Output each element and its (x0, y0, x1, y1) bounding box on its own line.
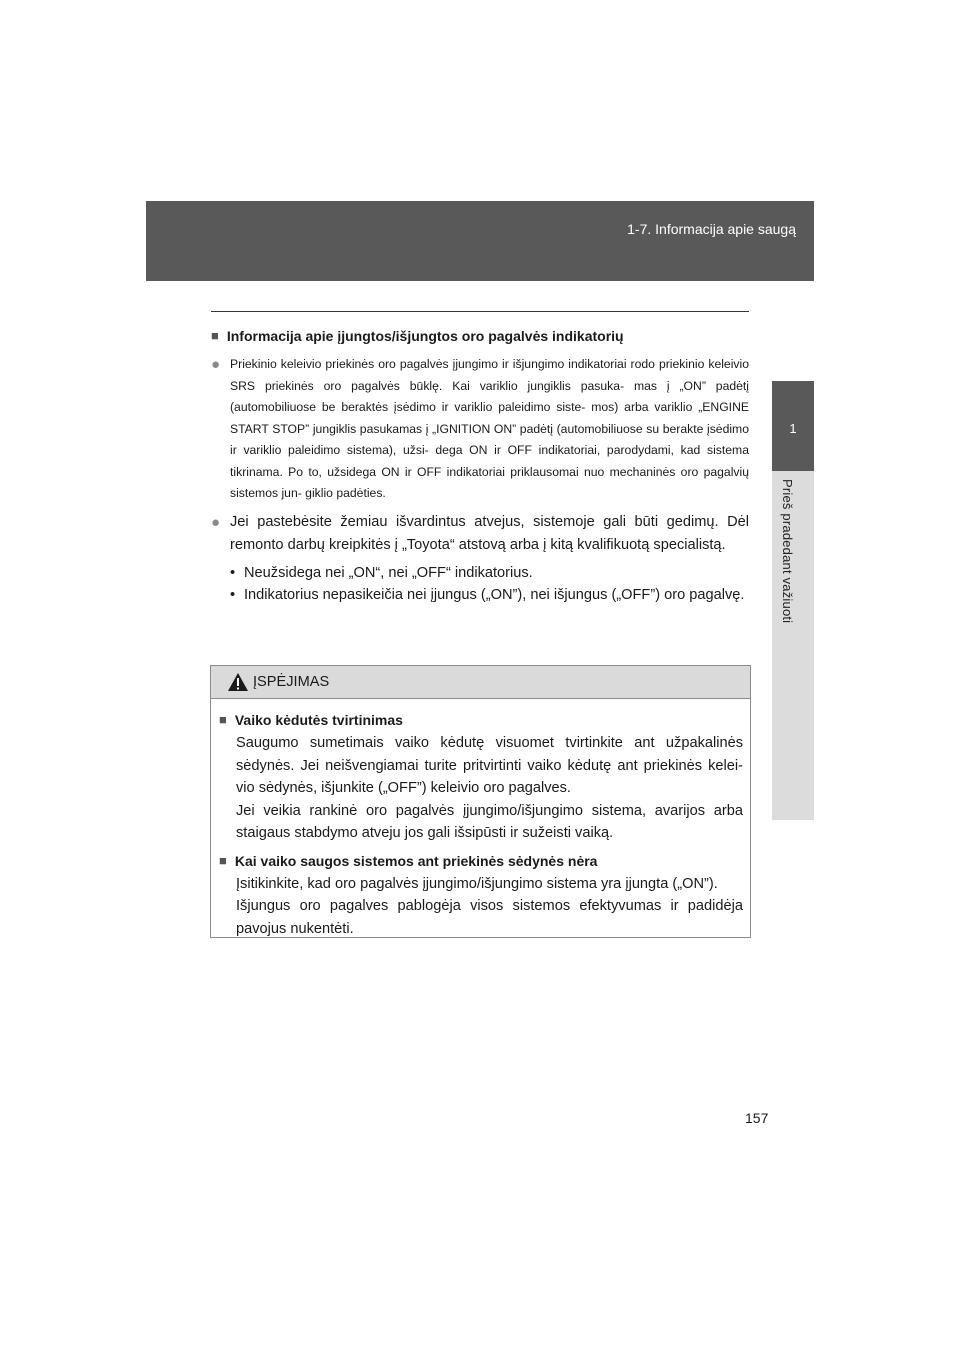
warning-body (211, 699, 750, 940)
chapter-title-tab (772, 471, 814, 820)
chapter-title: Prieš pradedant važiuoti (780, 479, 795, 624)
divider (211, 311, 749, 312)
square-marker-icon: ■ (211, 328, 219, 343)
warning-item-heading (219, 712, 743, 728)
warning-paragraph: Saugumo sumetimais vaiko kėdutę visuomet tvirtinkite ant užpakalinės sėdynės. Jei neišvengiamai turite pritvirtinti vaiko kėdutę ant priekinės kelei- vio sėdynės, išjunkite („OFF”) keleivio oro pagalves. (236, 735, 743, 796)
sub-item-text: Neužsidega nei „ON“, nei „OFF“ indikatorius. (244, 564, 533, 581)
bullet-dot-icon: ● (211, 356, 221, 373)
warning-paragraph: Įsitikinkite, kad oro pagalvės įjungimo/išjungimo sistema yra įjungta („ON”). (236, 875, 718, 892)
sub-bullet-icon: • (230, 564, 236, 581)
sub-list-item (230, 562, 749, 584)
square-marker-icon: ■ (219, 712, 227, 727)
header-band (146, 201, 814, 281)
bullet-dot-icon: ● (211, 513, 221, 531)
warning-title: ĮSPĖJIMAS (253, 674, 330, 690)
section-title: 1-7. Informacija apie saugą (627, 221, 796, 237)
sub-item-text: Indikatorius nepasikeičia nei įjungus („ON”), nei išjungus („OFF”) oro pagalvę. (244, 586, 745, 603)
sub-bullet-icon: • (230, 586, 236, 603)
warning-paragraph: Išjungus oro pagalves pablogėja visos sistemos efektyvumas ir padidėja pavojus nukentėti. (236, 898, 743, 937)
sub-list-item (230, 584, 749, 606)
chapter-number-tab (772, 381, 814, 471)
chapter-number: 1 (789, 421, 797, 436)
square-marker-icon: ■ (219, 852, 227, 868)
section-heading (211, 328, 749, 344)
section-heading-text: Informacija apie įjungtos/išjungtos oro pagalvės indikatorių (226, 328, 624, 344)
warning-header (211, 666, 750, 699)
warning-item-heading (219, 853, 743, 869)
bullet-item (211, 511, 749, 558)
main-content (211, 322, 749, 606)
warning-box (210, 665, 751, 938)
bullet-item (211, 354, 749, 505)
warning-paragraph: Jei veikia rankinė oro pagalvės įjungimo/išjungimo sistema, avarijos arba staigaus stabdymo atveju jos gali išsipūsti ir sužeisti vaiką. (236, 802, 743, 841)
bullet-text: Jei pastebėsite žemiau išvardintus atvejus, sistemoje gali būti gedimų. Dėl remonto darbų kreipkitės į „Toyota“ atstovą arba į kitą kvalifikuotą specialistą. (230, 513, 749, 553)
warning-item-heading-text: Kai vaiko saugos sistemos ant priekinės sėdynės nėra (234, 852, 598, 869)
page-number: 157 (745, 1110, 769, 1126)
warning-triangle-icon (227, 672, 249, 692)
warning-item-heading-text: Vaiko kėdutės tvirtinimas (234, 712, 403, 728)
bullet-text: Priekinio keleivio priekinės oro pagalvės įjungimo ir išjungimo indikatoriai rodo priekinio keleivio SRS priekinės oro pagalvės būklę. Kai variklio jungiklis pasuka- mas į „ON” padėtį (automobiliuose be beraktės įsėdimo ir variklio paleidimo siste- mos) arba variklio „ENGINE START STOP” jungiklis pasukamas į „IGNITION ON” padėtį (automobiliuose su berakte įsėdimo ir variklio paleidimo sistema), užsi- dega ON ir OFF indikatoriai, parodydami, kad sistema tikrinama. Po to, užsidega ON ir OFF indikatoriai priklausomai nuo mechaninės oro pagalvių sistemos jun- giklio padėties. (230, 357, 749, 500)
sub-list (230, 562, 749, 606)
